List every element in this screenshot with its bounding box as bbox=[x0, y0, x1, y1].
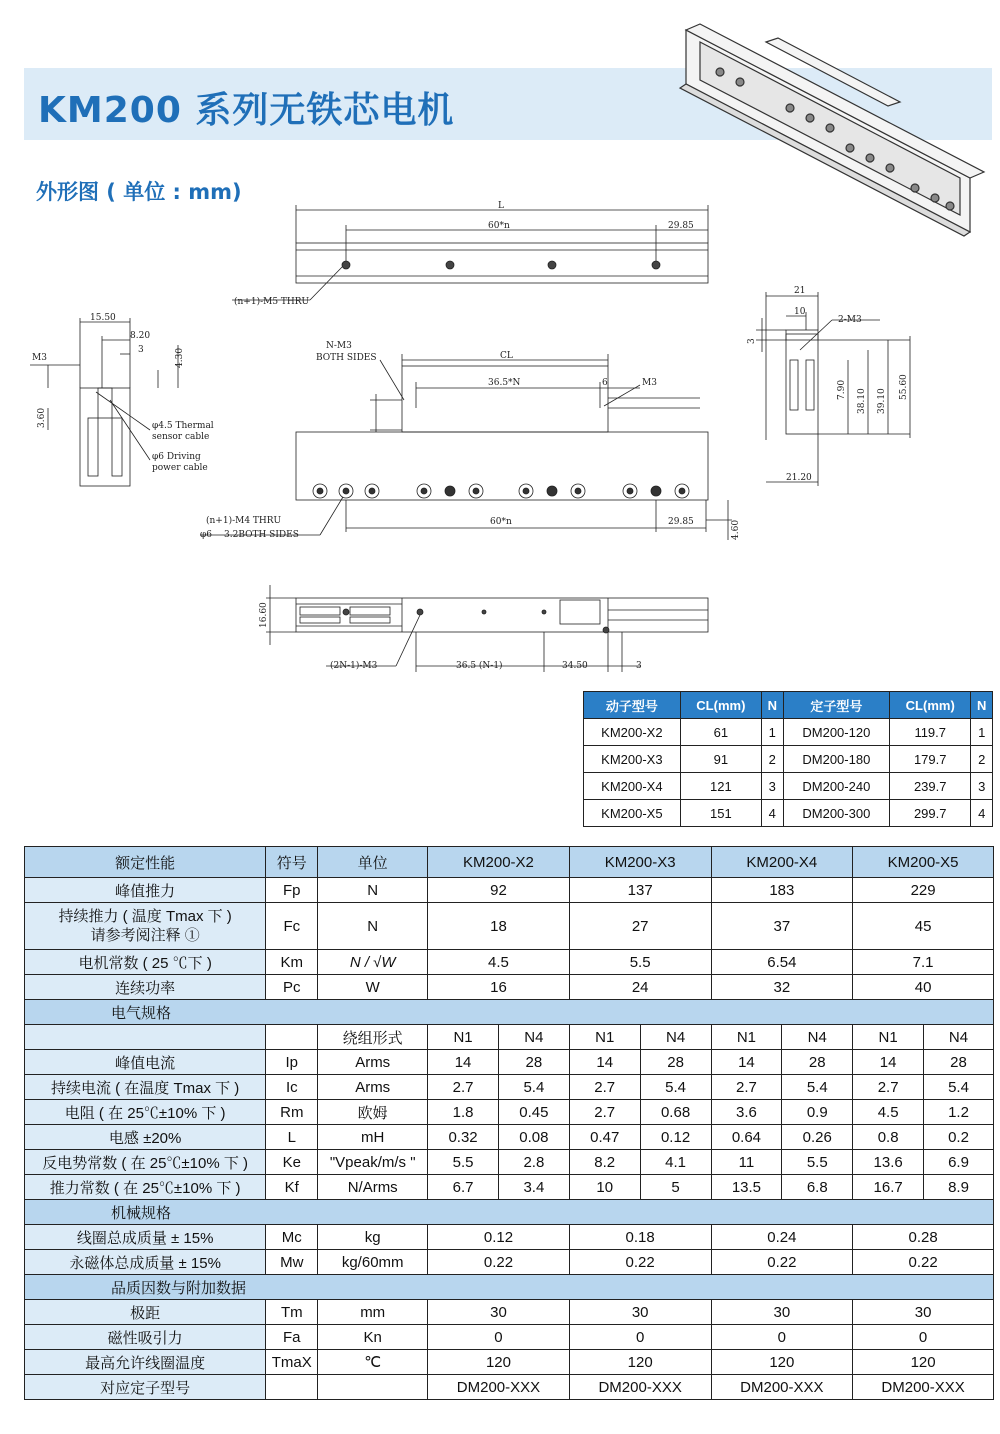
row-unit: "Vpeak/m/s " bbox=[318, 1150, 428, 1175]
row-unit: mH bbox=[318, 1125, 428, 1150]
dim-front-60n: 60*n bbox=[490, 517, 512, 527]
table-row bbox=[25, 1150, 994, 1175]
row-sym: Fc bbox=[266, 903, 318, 950]
table-row bbox=[584, 800, 993, 827]
dim-front-thru: (n+1)-M4 THRU bbox=[206, 516, 282, 526]
model-table bbox=[583, 691, 993, 827]
cell: 40 bbox=[853, 975, 994, 1000]
cell: 137 bbox=[569, 878, 711, 903]
row-sym: Km bbox=[266, 950, 318, 975]
cell: 0.22 bbox=[853, 1250, 994, 1275]
cell: 16 bbox=[428, 975, 570, 1000]
dim-end-3810: 38.10 bbox=[857, 388, 867, 414]
cell: N4 bbox=[924, 1025, 994, 1050]
model-cell: 1 bbox=[971, 719, 993, 746]
model-th-n: N bbox=[761, 692, 783, 719]
dim-side-m3: M3 bbox=[32, 353, 47, 363]
cell: 2.7 bbox=[711, 1075, 782, 1100]
spec-th-unit: 单位 bbox=[318, 847, 428, 878]
cell: 0.64 bbox=[711, 1125, 782, 1150]
spec-th-x2: KM200-X2 bbox=[428, 847, 570, 878]
row-name: 持续电流 ( 在温度 Tmax 下 ) bbox=[25, 1075, 266, 1100]
row-unit: N/Arms bbox=[318, 1175, 428, 1200]
table-row bbox=[25, 903, 994, 950]
table-row bbox=[25, 1125, 994, 1150]
row-unit: W bbox=[318, 975, 428, 1000]
dim-thermal: φ4.5 Thermal bbox=[152, 421, 214, 431]
cell: 0 bbox=[569, 1325, 711, 1350]
row-sym: Ke bbox=[266, 1150, 318, 1175]
dim-front-6: 6 bbox=[602, 378, 608, 388]
cell: DM200-XXX bbox=[428, 1375, 570, 1400]
cell: 0.12 bbox=[640, 1125, 711, 1150]
cell: 11 bbox=[711, 1150, 782, 1175]
cell: 0.28 bbox=[853, 1225, 994, 1250]
cell: N1 bbox=[569, 1025, 640, 1050]
dim-end-10: 10 bbox=[794, 307, 806, 317]
dim-end-5560: 55.60 bbox=[899, 374, 909, 400]
row-sym: L bbox=[266, 1125, 318, 1150]
table-row bbox=[25, 950, 994, 975]
cell: 0 bbox=[428, 1325, 570, 1350]
cell: N1 bbox=[711, 1025, 782, 1050]
table-row bbox=[25, 1100, 994, 1125]
cell: 14 bbox=[853, 1050, 924, 1075]
motor-3d-image bbox=[680, 24, 984, 236]
cell: 10 bbox=[569, 1175, 640, 1200]
table-row bbox=[25, 1250, 994, 1275]
dim-side-820: 8.20 bbox=[130, 331, 151, 341]
model-cell: 299.7 bbox=[890, 800, 971, 827]
dim-top-60n: 60*n bbox=[488, 221, 510, 231]
row-unit: Kn bbox=[318, 1325, 428, 1350]
spec-th-perf: 额定性能 bbox=[25, 847, 266, 878]
cell: 0.22 bbox=[711, 1250, 853, 1275]
cell: 5.5 bbox=[569, 950, 711, 975]
cell: 5.4 bbox=[498, 1075, 569, 1100]
page-title: KM200 系列无铁芯电机 bbox=[38, 90, 455, 131]
model-cell: 4 bbox=[761, 800, 783, 827]
cell: 5.4 bbox=[924, 1075, 994, 1100]
cell: N4 bbox=[640, 1025, 711, 1050]
cell: 0.22 bbox=[428, 1250, 570, 1275]
dim-top-2985: 29.85 bbox=[668, 221, 694, 231]
model-cell: 3 bbox=[761, 773, 783, 800]
cell: 4.5 bbox=[428, 950, 570, 975]
row-unit: kg bbox=[318, 1225, 428, 1250]
row-sym: Mw bbox=[266, 1250, 318, 1275]
cell: 30 bbox=[711, 1300, 853, 1325]
dim-side-430: 4.30 bbox=[175, 347, 185, 368]
row-unit: mm bbox=[318, 1300, 428, 1325]
dim-bottom-365: 36.5 (N-1) bbox=[456, 661, 503, 671]
row-name: 电感 ±20% bbox=[25, 1125, 266, 1150]
cell: 24 bbox=[569, 975, 711, 1000]
table-row bbox=[25, 1350, 994, 1375]
model-cell: 3 bbox=[971, 773, 993, 800]
cell: 30 bbox=[569, 1300, 711, 1325]
row-name bbox=[25, 1025, 266, 1050]
row-name bbox=[25, 903, 266, 950]
cell: 13.6 bbox=[853, 1150, 924, 1175]
cell: 0 bbox=[711, 1325, 853, 1350]
row-name: 对应定子型号 bbox=[25, 1375, 266, 1400]
cell: 120 bbox=[428, 1350, 570, 1375]
dim-front-both: BOTH SIDES bbox=[316, 353, 377, 363]
row-name: 永磁体总成质量 ± 15% bbox=[25, 1250, 266, 1275]
cell: 6.7 bbox=[428, 1175, 499, 1200]
dim-bottom-3450: 34.50 bbox=[562, 661, 588, 671]
cell: 4.1 bbox=[640, 1150, 711, 1175]
dim-front-2985: 29.85 bbox=[668, 517, 694, 527]
model-th-mover: 动子型号 bbox=[584, 692, 681, 719]
cell: 14 bbox=[428, 1050, 499, 1075]
cell: 6.54 bbox=[711, 950, 853, 975]
cell: 18 bbox=[428, 903, 570, 950]
table-row bbox=[25, 1175, 994, 1200]
cell: 0.9 bbox=[782, 1100, 853, 1125]
row-sym bbox=[266, 1025, 318, 1050]
dim-end-790: 7.90 bbox=[837, 379, 847, 400]
cell: 16.7 bbox=[853, 1175, 924, 1200]
cell: DM200-XXX bbox=[853, 1375, 994, 1400]
model-cell: DM200-120 bbox=[783, 719, 890, 746]
model-cell: DM200-300 bbox=[783, 800, 890, 827]
table-row bbox=[584, 773, 993, 800]
cell: 1.8 bbox=[428, 1100, 499, 1125]
cell: 2.7 bbox=[428, 1075, 499, 1100]
row-sym: Tm bbox=[266, 1300, 318, 1325]
table-row bbox=[25, 1025, 994, 1050]
row-name: 连续功率 bbox=[25, 975, 266, 1000]
dim-front-cb2: 3.2BOTH SIDES bbox=[224, 530, 299, 540]
row-name-line1: 持续推力 ( 温度 Tmax 下 ) bbox=[58, 908, 232, 925]
row-sym: TmaX bbox=[266, 1350, 318, 1375]
cell: N4 bbox=[498, 1025, 569, 1050]
row-sym bbox=[266, 1375, 318, 1400]
table-row bbox=[584, 719, 993, 746]
row-name: 线圈总成质量 ± 15% bbox=[25, 1225, 266, 1250]
cell: 0 bbox=[853, 1325, 994, 1350]
row-sym: Fp bbox=[266, 878, 318, 903]
spec-th-x3: KM200-X3 bbox=[569, 847, 711, 878]
spec-th-sym: 符号 bbox=[266, 847, 318, 878]
table-row bbox=[25, 1050, 994, 1075]
table-row bbox=[25, 1300, 994, 1325]
cell: 2.8 bbox=[498, 1150, 569, 1175]
model-cell: 4 bbox=[971, 800, 993, 827]
model-cell: DM200-180 bbox=[783, 746, 890, 773]
cell: 2.7 bbox=[569, 1075, 640, 1100]
row-name: 电阻 ( 在 25℃±10% 下 ) bbox=[25, 1100, 266, 1125]
cell: 1.2 bbox=[924, 1100, 994, 1125]
cell: 14 bbox=[711, 1050, 782, 1075]
model-cell: KM200-X4 bbox=[584, 773, 681, 800]
cell: DM200-XXX bbox=[569, 1375, 711, 1400]
cell: 0.8 bbox=[853, 1125, 924, 1150]
row-unit: kg/60mm bbox=[318, 1250, 428, 1275]
row-unit: N bbox=[318, 903, 428, 950]
model-th-n2: N bbox=[971, 692, 993, 719]
dim-top-thru: (n+1)-M5 THRU bbox=[234, 297, 310, 307]
model-cell: 61 bbox=[680, 719, 761, 746]
row-name: 峰值电流 bbox=[25, 1050, 266, 1075]
cell: 5.4 bbox=[782, 1075, 853, 1100]
dim-driving: φ6 Driving bbox=[152, 452, 201, 462]
row-unit: N / √W bbox=[318, 950, 428, 975]
row-name: 峰值推力 bbox=[25, 878, 266, 903]
dim-front-nm3: N-M3 bbox=[326, 341, 352, 351]
row-unit: ℃ bbox=[318, 1350, 428, 1375]
cell: 0.22 bbox=[569, 1250, 711, 1275]
table-row bbox=[25, 975, 994, 1000]
dim-side-3: 3 bbox=[138, 345, 144, 355]
model-cell: 179.7 bbox=[890, 746, 971, 773]
table-row bbox=[25, 1075, 994, 1100]
cell: 120 bbox=[711, 1350, 853, 1375]
dim-driving2: power cable bbox=[152, 463, 208, 473]
row-unit: 欧姆 bbox=[318, 1100, 428, 1125]
cell: 28 bbox=[498, 1050, 569, 1075]
row-sym: Kf bbox=[266, 1175, 318, 1200]
cell: 8.2 bbox=[569, 1150, 640, 1175]
section-quality: 品质因数与附加数据 bbox=[25, 1275, 994, 1300]
drawing-subtitle: 外形图 ( 单位 : mm) bbox=[36, 180, 242, 204]
cell: 0.12 bbox=[428, 1225, 570, 1250]
table-row bbox=[25, 1225, 994, 1250]
dim-side-1550: 15.50 bbox=[90, 313, 116, 323]
cell: 4.5 bbox=[853, 1100, 924, 1125]
dim-end-3910: 39.10 bbox=[877, 388, 887, 414]
model-th-cl: CL(mm) bbox=[680, 692, 761, 719]
cell: 0.47 bbox=[569, 1125, 640, 1150]
dim-bottom-3: 3 bbox=[636, 661, 642, 671]
dim-end-21: 21 bbox=[794, 286, 806, 296]
row-name: 反电势常数 ( 在 25℃±10% 下 ) bbox=[25, 1150, 266, 1175]
row-unit: 绕组形式 bbox=[318, 1025, 428, 1050]
cell: 13.5 bbox=[711, 1175, 782, 1200]
row-unit: Arms bbox=[318, 1075, 428, 1100]
row-sym: Fa bbox=[266, 1325, 318, 1350]
row-name: 推力常数 ( 在 25℃±10% 下 ) bbox=[25, 1175, 266, 1200]
cell: 0.2 bbox=[924, 1125, 994, 1150]
cell: 2.7 bbox=[569, 1100, 640, 1125]
cell: 0.68 bbox=[640, 1100, 711, 1125]
cell: 37 bbox=[711, 903, 853, 950]
model-cell: 1 bbox=[761, 719, 783, 746]
cell: 7.1 bbox=[853, 950, 994, 975]
cell: DM200-XXX bbox=[711, 1375, 853, 1400]
row-sym: Ic bbox=[266, 1075, 318, 1100]
dim-bottom-holes: (2N-1)-M3 bbox=[330, 661, 378, 671]
section-row bbox=[25, 1200, 994, 1225]
cell: 5 bbox=[640, 1175, 711, 1200]
cell: 0.18 bbox=[569, 1225, 711, 1250]
dim-end-3: 3 bbox=[747, 338, 757, 344]
cell: 32 bbox=[711, 975, 853, 1000]
dim-front-cl: CL bbox=[500, 351, 513, 361]
row-unit: N bbox=[318, 878, 428, 903]
dimension-drawing bbox=[0, 0, 1000, 690]
cell: 3.4 bbox=[498, 1175, 569, 1200]
model-cell: 91 bbox=[680, 746, 761, 773]
row-name: 最高允许线圈温度 bbox=[25, 1350, 266, 1375]
table-row bbox=[584, 746, 993, 773]
section-row bbox=[25, 1000, 994, 1025]
cell: 120 bbox=[853, 1350, 994, 1375]
spec-th-x4: KM200-X4 bbox=[711, 847, 853, 878]
model-cell: 239.7 bbox=[890, 773, 971, 800]
cell: N1 bbox=[428, 1025, 499, 1050]
row-sym: Ip bbox=[266, 1050, 318, 1075]
dim-thermal2: sensor cable bbox=[152, 432, 210, 442]
section-elec: 电气规格 bbox=[25, 1000, 994, 1025]
row-unit: Arms bbox=[318, 1050, 428, 1075]
cell: 30 bbox=[428, 1300, 570, 1325]
dim-side-360: 3.60 bbox=[37, 407, 47, 428]
dim-L: L bbox=[498, 201, 504, 211]
spec-table bbox=[24, 846, 994, 1400]
dim-front-365n: 36.5*N bbox=[488, 378, 521, 388]
model-cell: 119.7 bbox=[890, 719, 971, 746]
cell: 0.32 bbox=[428, 1125, 499, 1150]
model-cell: KM200-X3 bbox=[584, 746, 681, 773]
dim-front-m3: M3 bbox=[642, 378, 657, 388]
model-cell: KM200-X2 bbox=[584, 719, 681, 746]
model-cell: KM200-X5 bbox=[584, 800, 681, 827]
row-name: 磁性吸引力 bbox=[25, 1325, 266, 1350]
cell: N1 bbox=[853, 1025, 924, 1050]
row-sym: Rm bbox=[266, 1100, 318, 1125]
model-th-cl2: CL(mm) bbox=[890, 692, 971, 719]
spec-th-x5: KM200-X5 bbox=[853, 847, 994, 878]
model-cell: 151 bbox=[680, 800, 761, 827]
cell: 3.6 bbox=[711, 1100, 782, 1125]
cell: 120 bbox=[569, 1350, 711, 1375]
row-name: 电机常数 ( 25 ℃下 ) bbox=[25, 950, 266, 975]
row-sym: Mc bbox=[266, 1225, 318, 1250]
cell: 183 bbox=[711, 878, 853, 903]
dim-end-2120: 21.20 bbox=[786, 473, 812, 483]
cell: 229 bbox=[853, 878, 994, 903]
model-cell: DM200-240 bbox=[783, 773, 890, 800]
model-cell: 121 bbox=[680, 773, 761, 800]
dim-front-460: 4.60 bbox=[731, 519, 741, 540]
row-unit bbox=[318, 1375, 428, 1400]
table-row bbox=[25, 878, 994, 903]
cell: 0.26 bbox=[782, 1125, 853, 1150]
model-th-stator: 定子型号 bbox=[783, 692, 890, 719]
cell: 28 bbox=[640, 1050, 711, 1075]
table-row bbox=[25, 1325, 994, 1350]
model-cell: 2 bbox=[761, 746, 783, 773]
section-row bbox=[25, 1275, 994, 1300]
cell: 5.5 bbox=[428, 1150, 499, 1175]
dim-front-cb: φ6 bbox=[200, 530, 213, 540]
cell: 30 bbox=[853, 1300, 994, 1325]
cell: 14 bbox=[569, 1050, 640, 1075]
cell: 28 bbox=[782, 1050, 853, 1075]
cell: 5.4 bbox=[640, 1075, 711, 1100]
cell: 5.5 bbox=[782, 1150, 853, 1175]
cell: N4 bbox=[782, 1025, 853, 1050]
dim-end-2m3: 2-M3 bbox=[838, 315, 862, 325]
cell: 0.45 bbox=[498, 1100, 569, 1125]
cell: 28 bbox=[924, 1050, 994, 1075]
cell: 0.08 bbox=[498, 1125, 569, 1150]
row-name-line2: 请参考阅注释 ① bbox=[90, 927, 200, 944]
cell: 8.9 bbox=[924, 1175, 994, 1200]
dim-bottom-1660: 16.60 bbox=[259, 602, 269, 628]
row-sym: Pc bbox=[266, 975, 318, 1000]
cell: 6.9 bbox=[924, 1150, 994, 1175]
cell: 92 bbox=[428, 878, 570, 903]
table-row bbox=[25, 1375, 994, 1400]
section-mech: 机械规格 bbox=[25, 1200, 994, 1225]
cell: 45 bbox=[853, 903, 994, 950]
cell: 27 bbox=[569, 903, 711, 950]
model-cell: 2 bbox=[971, 746, 993, 773]
cell: 2.7 bbox=[853, 1075, 924, 1100]
cell: 0.24 bbox=[711, 1225, 853, 1250]
row-name: 极距 bbox=[25, 1300, 266, 1325]
cell: 6.8 bbox=[782, 1175, 853, 1200]
